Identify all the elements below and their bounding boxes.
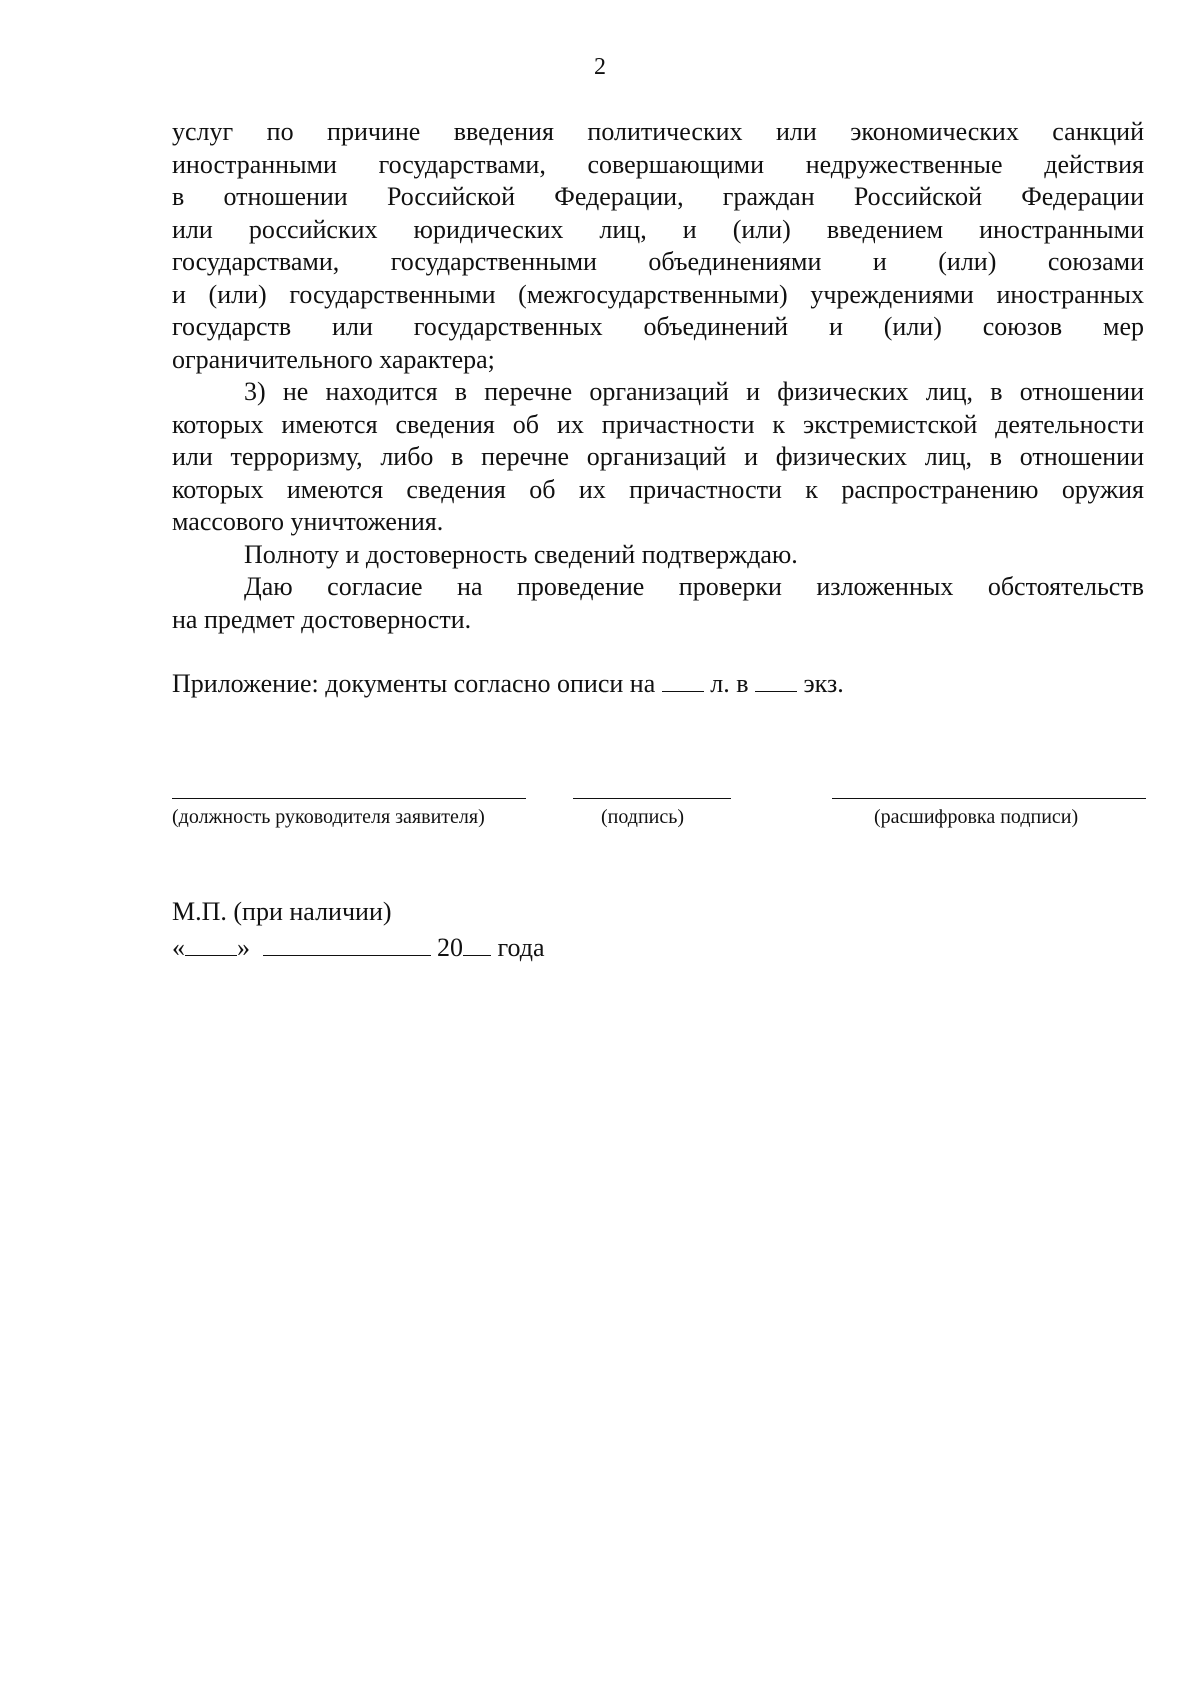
text-line: массового уничтожения. xyxy=(172,507,444,536)
paragraph-confirmation xyxy=(172,539,1144,572)
text-line: государствами, государственными объединениями и (или) союзами xyxy=(172,247,1144,276)
text-line: и (или) государственными (межгосударственными) учреждениями иностранных xyxy=(172,279,1144,309)
year-prefix: 20 xyxy=(437,933,463,962)
text-line: Даю согласие на проведение проверки изложенных обстоятельств xyxy=(244,572,1144,601)
stamp-block xyxy=(172,894,545,966)
day-blank[interactable] xyxy=(185,933,237,956)
text-line: 3) не находится в перечне организаций и физических лиц, в отношении xyxy=(244,377,1144,406)
appendix-prefix: Приложение: документы согласно описи на xyxy=(172,669,656,698)
paragraph-sanctions xyxy=(172,116,1144,376)
appendix-suffix: экз. xyxy=(803,669,844,698)
position-signature-line[interactable] xyxy=(172,798,526,799)
page-number: 2 xyxy=(594,54,606,80)
text-line: государств или государственных объединений и (или) союзов мер xyxy=(172,312,1144,341)
signature-caption: (подпись) xyxy=(601,806,685,828)
date-line xyxy=(172,930,545,966)
document-body xyxy=(172,116,1144,636)
signature-line[interactable] xyxy=(573,798,731,799)
text-line: которых имеются сведения об их причастности к распространению оружия xyxy=(172,474,1144,504)
text-line: или российских юридических лиц, и (или) введением иностранными xyxy=(172,214,1144,244)
month-blank[interactable] xyxy=(263,933,431,956)
appendix-line xyxy=(172,669,844,699)
decoding-caption: (расшифровка подписи) xyxy=(874,806,1079,828)
date-close-quote: » xyxy=(237,933,250,962)
text-line: иностранными государствами, совершающими недружественные действия xyxy=(172,149,1144,179)
date-open-quote: « xyxy=(172,933,185,962)
paragraph-item-3 xyxy=(172,376,1144,539)
position-caption: (должность руководителя заявителя) xyxy=(172,806,485,828)
year-blank[interactable] xyxy=(463,933,491,956)
text-line: в отношении Российской Федерации, граждан Российской Федерации xyxy=(172,182,1144,211)
copies-count-blank[interactable] xyxy=(755,669,797,692)
text-line: или терроризму, либо в перечне организаций и физических лиц, в отношении xyxy=(172,442,1144,471)
appendix-middle: л. в xyxy=(710,669,749,698)
year-suffix: года xyxy=(497,933,545,962)
text-line: на предмет достоверности. xyxy=(172,604,472,634)
sheets-count-blank[interactable] xyxy=(662,669,704,692)
text-line: Полноту и достоверность сведений подтверждаю. xyxy=(244,539,798,569)
text-line: которых имеются сведения об их причастности к экстремистской деятельности xyxy=(172,409,1144,439)
text-line: услуг по причине введения политических или экономических санкций xyxy=(172,117,1144,146)
stamp-label: М.П. (при наличии) xyxy=(172,897,392,926)
text-line: ограничительного характера; xyxy=(172,344,495,374)
decoding-signature-line[interactable] xyxy=(832,798,1146,799)
paragraph-consent xyxy=(172,571,1144,636)
